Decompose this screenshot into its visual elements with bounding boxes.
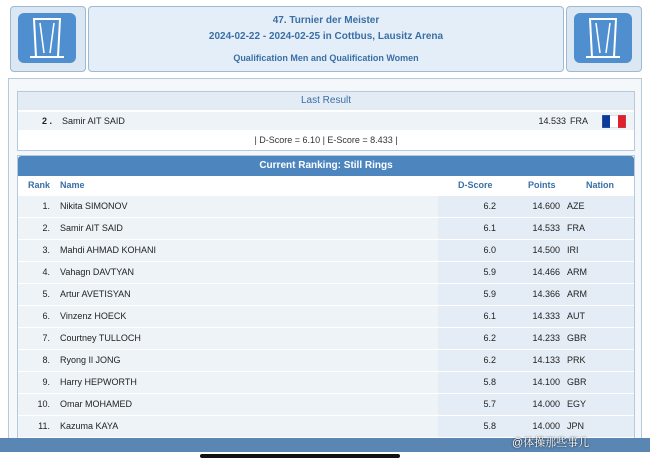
tower-logo-icon (574, 13, 632, 63)
row-nation: PRK (567, 355, 586, 365)
last-result-panel (17, 91, 635, 151)
event-logo-left (10, 6, 86, 72)
row-points: 14.133 (532, 355, 560, 365)
row-nation: ARM (567, 267, 587, 277)
row-rank: 1. (42, 201, 50, 211)
last-result-scores: | D-Score = 6.10 | E-Score = 8.433 | (254, 135, 398, 145)
row-points: 14.466 (532, 267, 560, 277)
table-row (18, 328, 634, 350)
row-dscore: 6.2 (483, 355, 496, 365)
row-points: 14.533 (532, 223, 560, 233)
row-rank: 4. (42, 267, 50, 277)
table-row (18, 196, 634, 218)
tower-logo-icon (18, 13, 76, 63)
ranking-title: Current Ranking: Still Rings (18, 156, 634, 176)
row-dscore: 6.0 (483, 245, 496, 255)
last-result-row (18, 112, 634, 130)
row-dscore: 5.9 (483, 289, 496, 299)
row-nation: AUT (567, 311, 585, 321)
row-nation: EGY (567, 399, 587, 409)
results-container (8, 78, 642, 440)
column-header-points: Points (528, 180, 556, 190)
event-dates-location: 2024-02-22 - 2024-02-25 in Cottbus, Lausitz Arena (208, 31, 444, 42)
row-nation: ARM (567, 289, 587, 299)
row-dscore: 6.1 (483, 223, 496, 233)
row-rank: 6. (42, 311, 50, 321)
current-ranking-panel (17, 155, 635, 447)
event-name: 47. Turnier der Meister (272, 15, 380, 26)
watermark: @体操那些事儿 (512, 437, 590, 449)
row-dscore: 5.9 (483, 267, 496, 277)
row-name: Kazuma KAYA (60, 421, 119, 431)
row-points: 14.233 (532, 333, 560, 343)
event-logo-right (566, 6, 642, 72)
home-indicator[interactable] (200, 454, 400, 458)
table-row (18, 350, 634, 372)
row-rank: 7. (42, 333, 50, 343)
row-rank: 3. (42, 245, 50, 255)
row-name: Mahdi AHMAD KOHANI (60, 245, 157, 255)
row-name: Nikita SIMONOV (60, 201, 128, 211)
header (0, 0, 650, 76)
last-result-rank: 2 . (42, 116, 53, 126)
column-header-dscore: D-Score (458, 180, 493, 190)
column-header-nation: Nation (586, 180, 614, 190)
last-result-points: 14.533 (538, 116, 566, 126)
row-dscore: 6.2 (483, 333, 496, 343)
event-title-box (88, 6, 564, 72)
row-nation: JPN (567, 421, 585, 431)
row-name: Samir AIT SAID (60, 223, 123, 233)
row-rank: 11. (38, 421, 50, 431)
row-name: Ryong Il JONG (60, 355, 121, 365)
row-dscore: 5.8 (483, 377, 496, 387)
table-row (18, 306, 634, 328)
row-dscore: 6.2 (483, 201, 496, 211)
row-name: Vahagn DAVTYAN (60, 267, 135, 277)
row-points: 14.000 (532, 421, 560, 431)
table-row (18, 394, 634, 416)
row-rank: 8. (42, 355, 50, 365)
row-points: 14.500 (532, 245, 560, 255)
row-name: Courtney TULLOCH (60, 333, 141, 343)
row-dscore: 6.1 (483, 311, 496, 321)
last-result-nation: FRA (570, 116, 588, 126)
row-rank: 5. (42, 289, 50, 299)
column-header-rank: Rank (28, 180, 51, 190)
row-nation: FRA (567, 223, 585, 233)
table-row (18, 284, 634, 306)
row-rank: 9. (42, 377, 50, 387)
row-rank: 10. (37, 399, 50, 409)
row-name: Omar MOHAMED (60, 399, 132, 409)
column-header-name: Name (60, 180, 85, 190)
flag-fra-icon (602, 115, 626, 128)
event-competition: Qualification Men and Qualification Women (233, 53, 419, 63)
last-result-name: Samir AIT SAID (62, 116, 125, 126)
row-dscore: 5.8 (483, 421, 496, 431)
row-dscore: 5.7 (483, 399, 496, 409)
row-points: 14.000 (532, 399, 560, 409)
row-name: Artur AVETISYAN (60, 289, 131, 299)
table-row (18, 240, 634, 262)
row-points: 14.366 (532, 289, 560, 299)
last-result-title: Last Result (18, 92, 634, 110)
row-nation: GBR (567, 377, 587, 387)
table-row (18, 218, 634, 240)
row-rank: 2. (42, 223, 50, 233)
row-points: 14.600 (532, 201, 560, 211)
table-row (18, 262, 634, 284)
row-name: Vinzenz HOECK (60, 311, 127, 321)
table-row (18, 372, 634, 394)
row-name: Harry HEPWORTH (60, 377, 137, 387)
row-nation: IRI (567, 245, 579, 255)
row-points: 14.100 (532, 377, 560, 387)
row-nation: AZE (567, 201, 585, 211)
row-points: 14.333 (532, 311, 560, 321)
row-nation: GBR (567, 333, 587, 343)
